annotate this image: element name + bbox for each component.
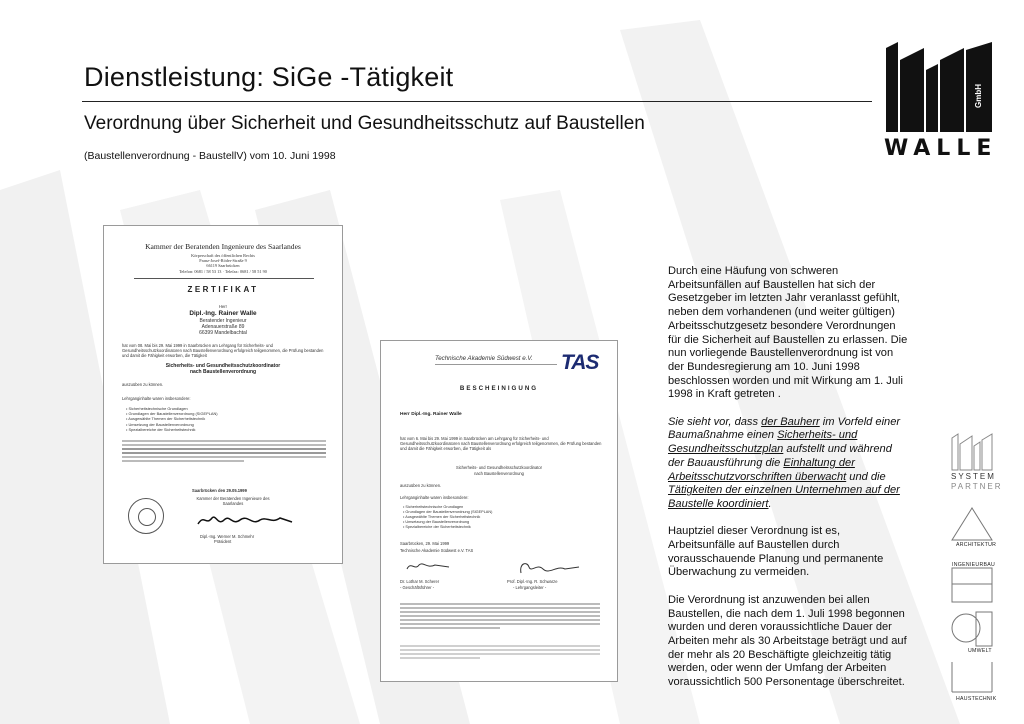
cert2-header-divider [435, 364, 557, 365]
cert1-salutation: Herr [219, 304, 227, 309]
cert1-qualification-title [104, 363, 342, 375]
cert2-contents-list [403, 505, 492, 530]
list-item: • Sicherheitstechnische Grundlagen [403, 505, 492, 510]
partner-ingenieurbau: INGENIEURBAU [952, 562, 996, 568]
list-item: • Spezialbereiche der Sicherheitstechnik [403, 525, 492, 530]
cert1-signer-role: Präsident [214, 539, 232, 544]
cert1-org-line: 66119 Saarbrücken [206, 263, 240, 268]
page-subtitle: Verordnung über Sicherheit und Gesundheitsschutz auf Baustellen [84, 113, 645, 134]
cert1-heading: ZERTIFIKAT [187, 285, 259, 294]
list-item: • Grundlagen der Baustellenverordnung (SIGEPLAN) [126, 411, 218, 416]
system-partner-logo-icon [950, 432, 994, 472]
paragraph-scope: Die Verordnung ist anzuwenden bei allen Baustellen, die nach dem 1. Juli 1998 begonnen wurden und deren voraussichtliche Dauer der Arbeiten mehr als 30 Arbeitstage beträgt und auf der mehr als 20 Beschäftigte gleichzeitig tätig werden, oder wenn der Umfang der Arbeiten voraussichtlich 500 Personentage überschreitet. [668, 593, 907, 689]
regulation-note: (Baustellenverordnung - BaustellV) vom 10. Juni 1998 [84, 150, 336, 162]
logo-wordmark: WALLE [884, 136, 998, 161]
paragraph-obligations [668, 416, 908, 512]
cert1-issuer: Kammer der Beratenden Ingenieure des Saarlandes [196, 496, 270, 506]
cert2-title-line2: nach Baustellenverordnung [474, 471, 524, 476]
emphasis-coordination: Tätigkeiten der einzelnen Unternehmen auf der Baustelle koordiniert [668, 484, 900, 510]
emphasis-supervision: Einhaltung der Arbeitsschutzvorschriften überwacht [668, 456, 855, 483]
cert1-contents-label: Lehrganginhalte waren insbesondere: [122, 396, 191, 401]
title-divider [82, 101, 872, 102]
cert2-intro: hat vom 6. Mai bis 29. Mai 1999 in Saarbrücken am Lehrgang für Sicherheits- und Gesundheitsschutzkoordinatoren nach Baustellenverordnung erfolgreich teilgenommen, die Prüfung bestanden und damit die Fähigkeit erworben, die Tätigkeit als [400, 436, 602, 451]
architektur-icon [950, 504, 994, 542]
page-title: Dienstleistung: SiGe -Tätigkeit [84, 62, 454, 92]
emphasis-sige-plan: Sicherheits- und Gesundheitsschutzplan [668, 429, 858, 456]
text-run: . [768, 497, 772, 510]
signature-icon [196, 512, 296, 528]
text-run: und die [846, 470, 886, 483]
cert1-divider [134, 278, 314, 279]
logo-gmbh: GmbH [974, 84, 983, 108]
cert1-intro: hat vom 08. Mai bis 29. Mai 1999 in Saarbrücken am Lehrgang für Sicherheits- und Gesundheitsschutzkoordinatoren nach Baustellenverordnung erfolgreich teilgenommen, die Prüfung bestanden und damit die Fähigkeit erworben, die Tätigkeit [122, 343, 324, 358]
cert2-footer-print [400, 645, 600, 671]
list-item: • Spezialbereiche der Sicherheitstechnik [126, 427, 218, 432]
cert2-fine-print [400, 603, 600, 639]
partner-umwelt: UMWELT [968, 648, 992, 654]
cert2-signer2: Prof. Dipl.-Ing. R. Schwarze [507, 579, 558, 584]
cert2-contents-label: Lehrganginhalte waren insbesondere: [400, 495, 469, 500]
cert1-practice: auszuüben zu können. [122, 382, 164, 387]
cert1-contents-list [126, 406, 218, 432]
certificate-bescheinigung [380, 340, 618, 682]
cert1-place-date: Saarbrücken den 29.05.1999 [192, 488, 247, 493]
cert2-signer1-role: - Geschäftsführer - [400, 585, 435, 590]
text-run: aufstellt und während der Bauausführung die [668, 443, 892, 469]
cert2-recipient-name: Herr Dipl.-Ing. Rainer Walle [400, 412, 462, 417]
cert2-signer2-role: - Lehrgangsleiter - [513, 585, 547, 590]
cert1-org-line: Franz-Josef-Röder-Straße 9 [199, 258, 247, 263]
text-run: Sie sieht vor, dass [668, 415, 762, 428]
cert1-recipient-name: Dipl.-Ing. Rainer Walle [189, 310, 257, 317]
paragraph-intro: Durch eine Häufung von schweren Arbeitsunfällen auf Baustellen hat sich der Gesetzgeber im letzten Jahr veranlasst gefühlt, neben dem vorhandenen (und weiter gültigen) Arbeitsschutzgesetz besondere Verordnungen für die Sicherheit auf Baustellen zu erlassen. Die nun vorliegende Baustellenverordnung ist von der Bundesregierung am 10. Juni 1998 beschlossen worden und mit Wirkung am 1. Juli 1998 in Kraft getreten . [668, 265, 908, 401]
list-item: • Sicherheitstechnische Grundlagen [126, 406, 218, 411]
cert2-practice: auszuüben zu können. [400, 483, 442, 488]
cert1-org-line: Körperschaft des öffentlichen Rechts [191, 253, 255, 258]
cert2-issuer: Technische Akademie Südwest e.V. TAS [400, 548, 474, 553]
cert1-city: 66399 Mandelbachtal [199, 330, 247, 336]
cert2-academy-name: Technische Akademie Südwest e.V. [435, 355, 533, 362]
body-text [668, 265, 908, 703]
signature-icon [405, 559, 451, 573]
cert1-fine-print [122, 440, 326, 474]
partner-haustechnik: HAUSTECHNIK [956, 696, 997, 702]
certificate-zertifikat [103, 225, 343, 564]
system-label: SYSTEM [951, 472, 996, 481]
chamber-seal-icon [128, 498, 164, 534]
list-item: • Ausgewählte Themen der Sicherheitstechnik [403, 515, 492, 520]
list-item: • Umsetzung der Baustellenverordnung [126, 422, 218, 427]
list-item: • Ausgewählte Themen der Sicherheitstechnik [126, 416, 218, 421]
partner-architektur: ARCHITEKTUR [956, 542, 997, 548]
emphasis-bauherr: der Bauherr [761, 415, 820, 428]
list-item: • Grundlagen der Baustellenverordnung (SIGEPLAN) [403, 510, 492, 515]
cert2-signer1: Dr. Lothar M. Scherer [400, 579, 440, 584]
partner-label: PARTNER [951, 482, 1003, 491]
cert1-org-line: Telefon: 0681 / 58 53 13 · Telefax: 0681 / 58 51 90 [179, 269, 267, 274]
paragraph-goal: Hauptziel dieser Verordnung ist es, Arbeitsunfälle auf Baustellen durch vorausschauende Planung und permanente Überwachung zu vermeiden. [668, 525, 884, 579]
list-item: • Umsetzung der Baustellenverordnung [403, 520, 492, 525]
cert2-title-line1: Sicherheits- und Gesundheitsschutzkoordinator [455, 465, 543, 470]
cert2-heading: BESCHEINIGUNG [459, 385, 539, 392]
cert1-street: Adenauerstraße 89 [201, 324, 245, 330]
cert1-organisation: Kammer der Beratenden Ingenieure des Saarlandes [145, 242, 301, 251]
cert1-signer: Dipl.-Ing. Werner M. Schmehr [200, 534, 255, 539]
cert2-place-date: Saarbrücken, 29. Mai 1999 [400, 541, 450, 546]
cert1-title-line: nach Baustellenverordnung [189, 369, 257, 375]
haustechnik-icon [950, 660, 994, 694]
tas-logo: TAS [561, 351, 599, 374]
cert1-title-line: Sicherheits- und Gesundheitsschutzkoordinator [165, 363, 281, 369]
text-run: im Vorfeld einer Baumaßnahme einen [668, 415, 901, 442]
cert1-role: Beratender Ingenieur [199, 318, 247, 324]
umwelt-icon [950, 608, 994, 648]
signature-icon [517, 559, 583, 577]
